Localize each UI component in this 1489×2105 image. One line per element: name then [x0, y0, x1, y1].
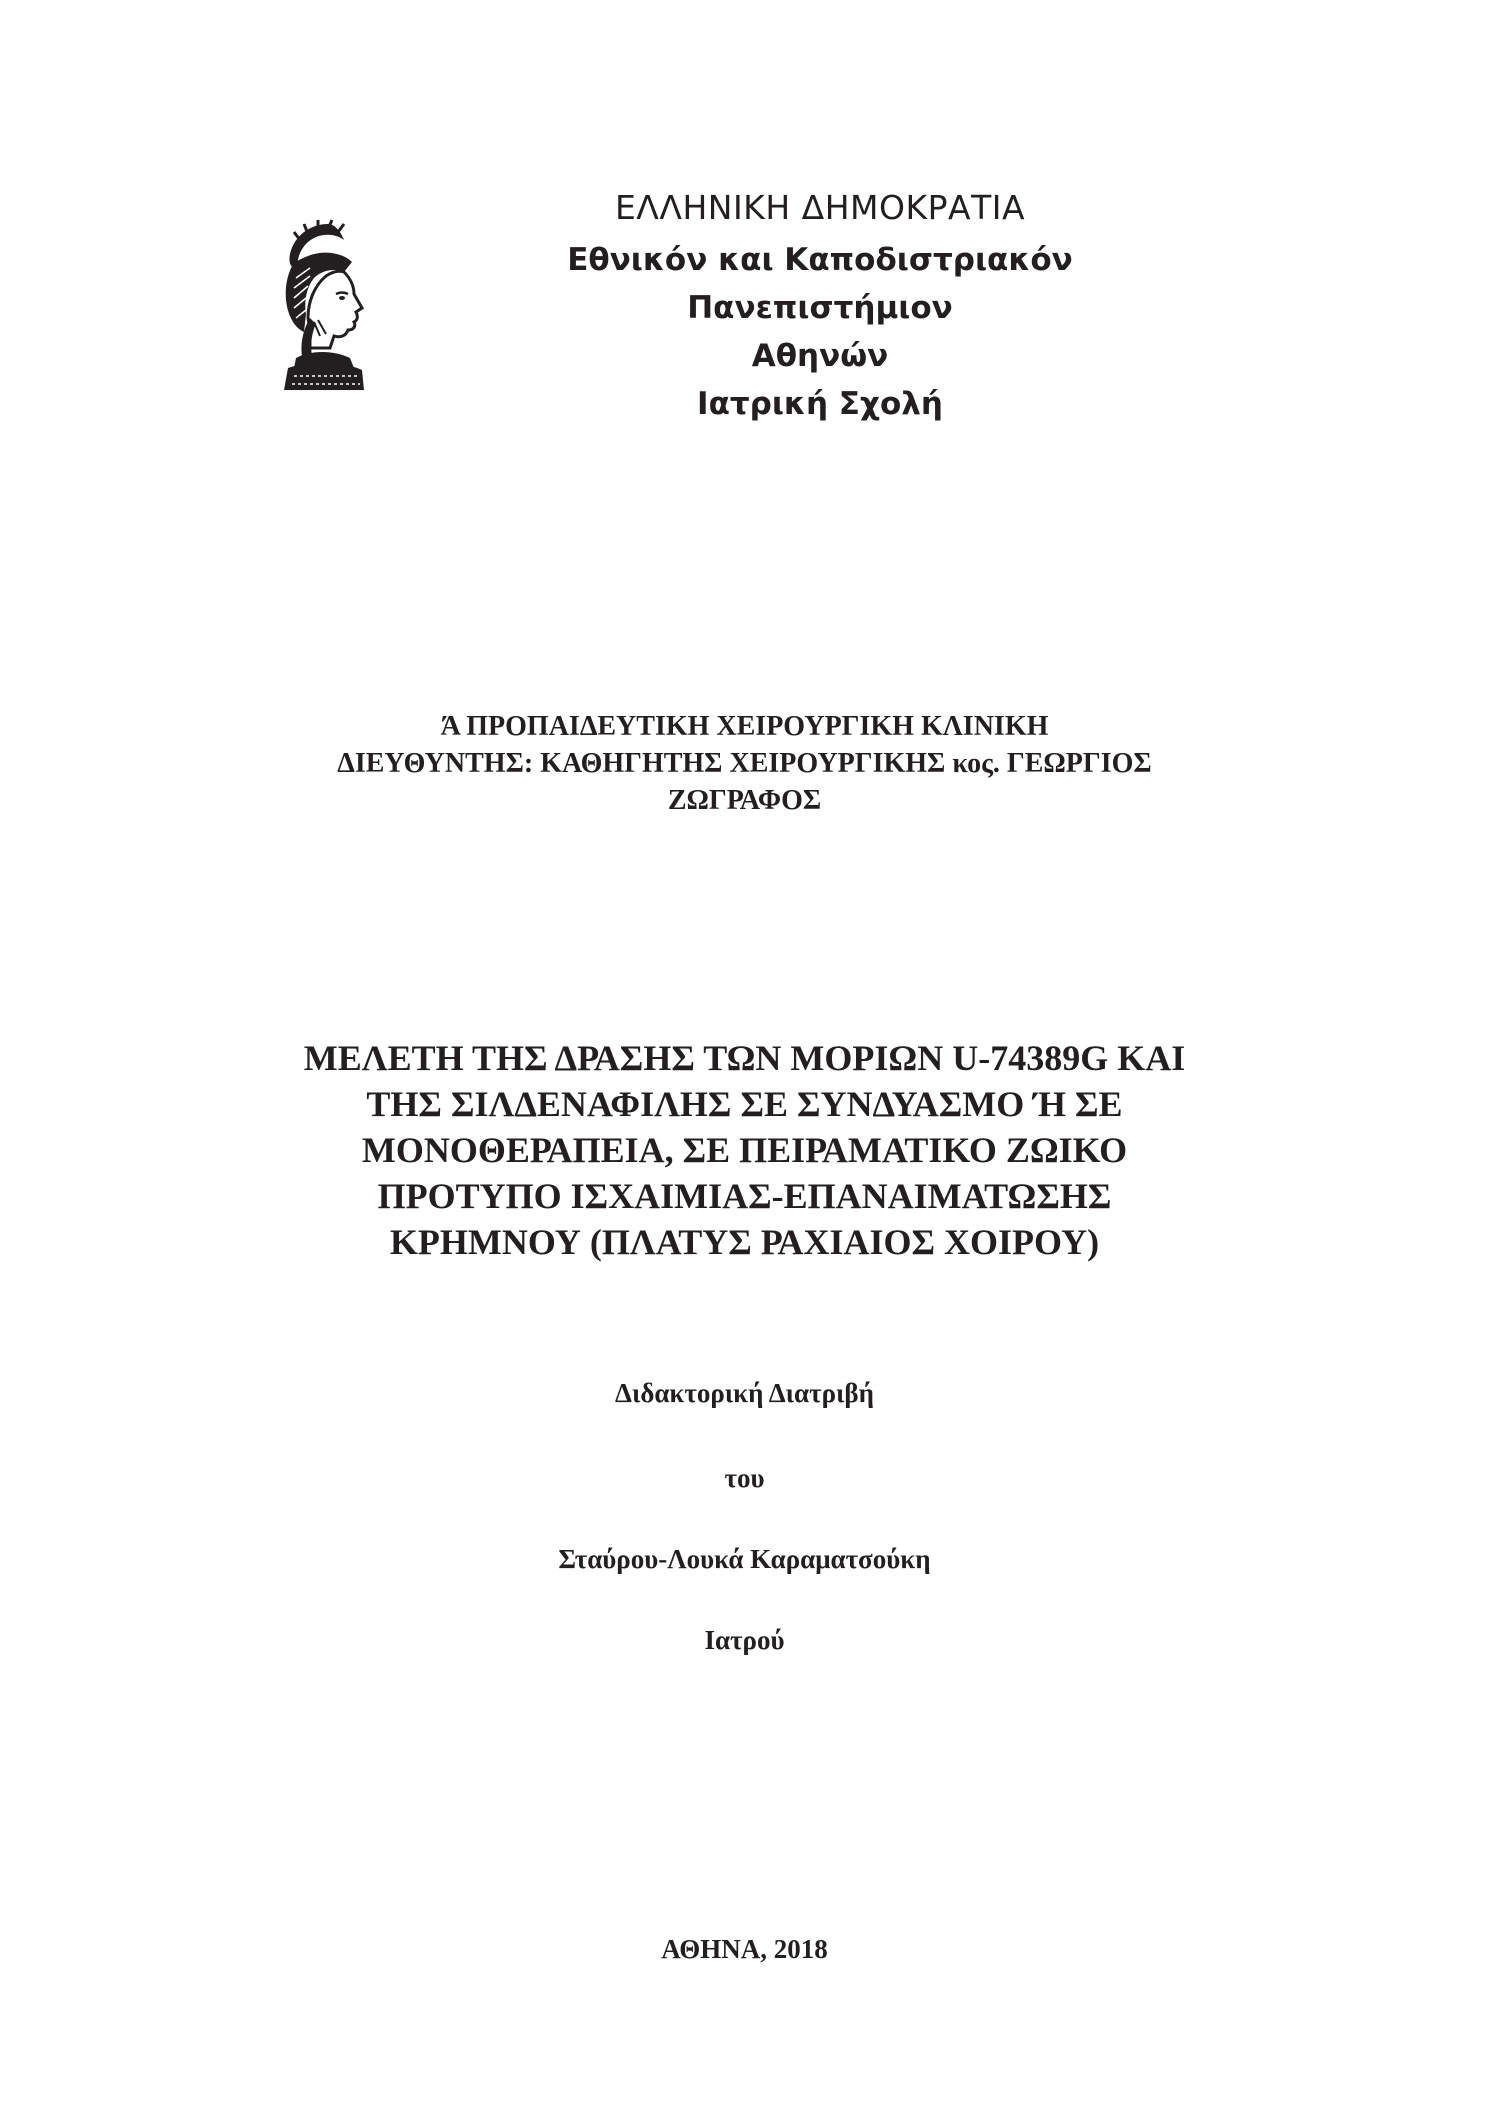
of-word: του — [724, 1463, 765, 1493]
title-line: ΜΟΝΟΘΕΡΑΠΕΙΑ, ΣΕ ΠΕΙΡΑΜΑΤΙΚΟ ΖΩΙΚΟ — [361, 1130, 1128, 1170]
clinic-name: Ά ΠΡΟΠΑΙΔΕΥΤΙΚΗ ΧΕΙΡΟΥΡΓΙΚΗ ΚΛΙΝΙΚΗ — [440, 711, 1049, 742]
place-and-year: ΑΘΗΝΑ, 2018 — [661, 1934, 828, 1964]
author-name: Σταύρου-Λουκά Καραματσούκη — [558, 1544, 931, 1574]
athena-head-icon — [270, 218, 380, 393]
author-profession: Ιατρού — [704, 1625, 785, 1655]
university-name: Εθνικόν και Καποδιστριακόν Πανεπιστήμιον — [567, 242, 1073, 326]
republic-heading: ΕΛΛΗΝΙΚΗ ΔΗΜΟΚΡΑΤΙΑ — [614, 188, 1026, 227]
title-line: ΠΡΟΤΥΠΟ ΙΣΧΑΙΜΙΑΣ-ΕΠΑΝΑΙΜΑΤΩΣΗΣ — [377, 1176, 1112, 1216]
thesis-type: Διδακτορική Διατριβή — [615, 1378, 874, 1408]
clinic-block — [0, 708, 1489, 819]
university-city: Αθηνών — [751, 338, 889, 374]
document-header — [440, 180, 1200, 428]
thesis-title — [0, 1035, 1489, 1265]
clinic-director: ΔΙΕΥΘΥΝΤΗΣ: ΚΑΘΗΓΗΤΗΣ ΧΕΙΡΟΥΡΓΙΚΗΣ κος. ΓΕΩΡΓΙΟΣ — [337, 748, 1152, 779]
title-line: ΤΗΣ ΣΙΛΔΕΝΑΦΙΛΗΣ ΣΕ ΣΥΝΔΥΑΣΜΟ Ή ΣΕ — [366, 1084, 1123, 1124]
school-name: Ιατρική Σχολή — [697, 386, 943, 422]
title-line: ΜΕΛΕΤΗ ΤΗΣ ΔΡΑΣΗΣ ΤΩΝ ΜΟΡΙΩΝ U-74389G ΚΑΙ — [303, 1038, 1186, 1078]
title-line: ΚΡΗΜΝΟΥ (ΠΛΑΤΥΣ ΡΑΧΙΑΙΟΣ ΧΟΙΡΟΥ) — [389, 1222, 1100, 1262]
clinic-director-surname: ΖΩΓΡΑΦΟΣ — [667, 785, 822, 816]
